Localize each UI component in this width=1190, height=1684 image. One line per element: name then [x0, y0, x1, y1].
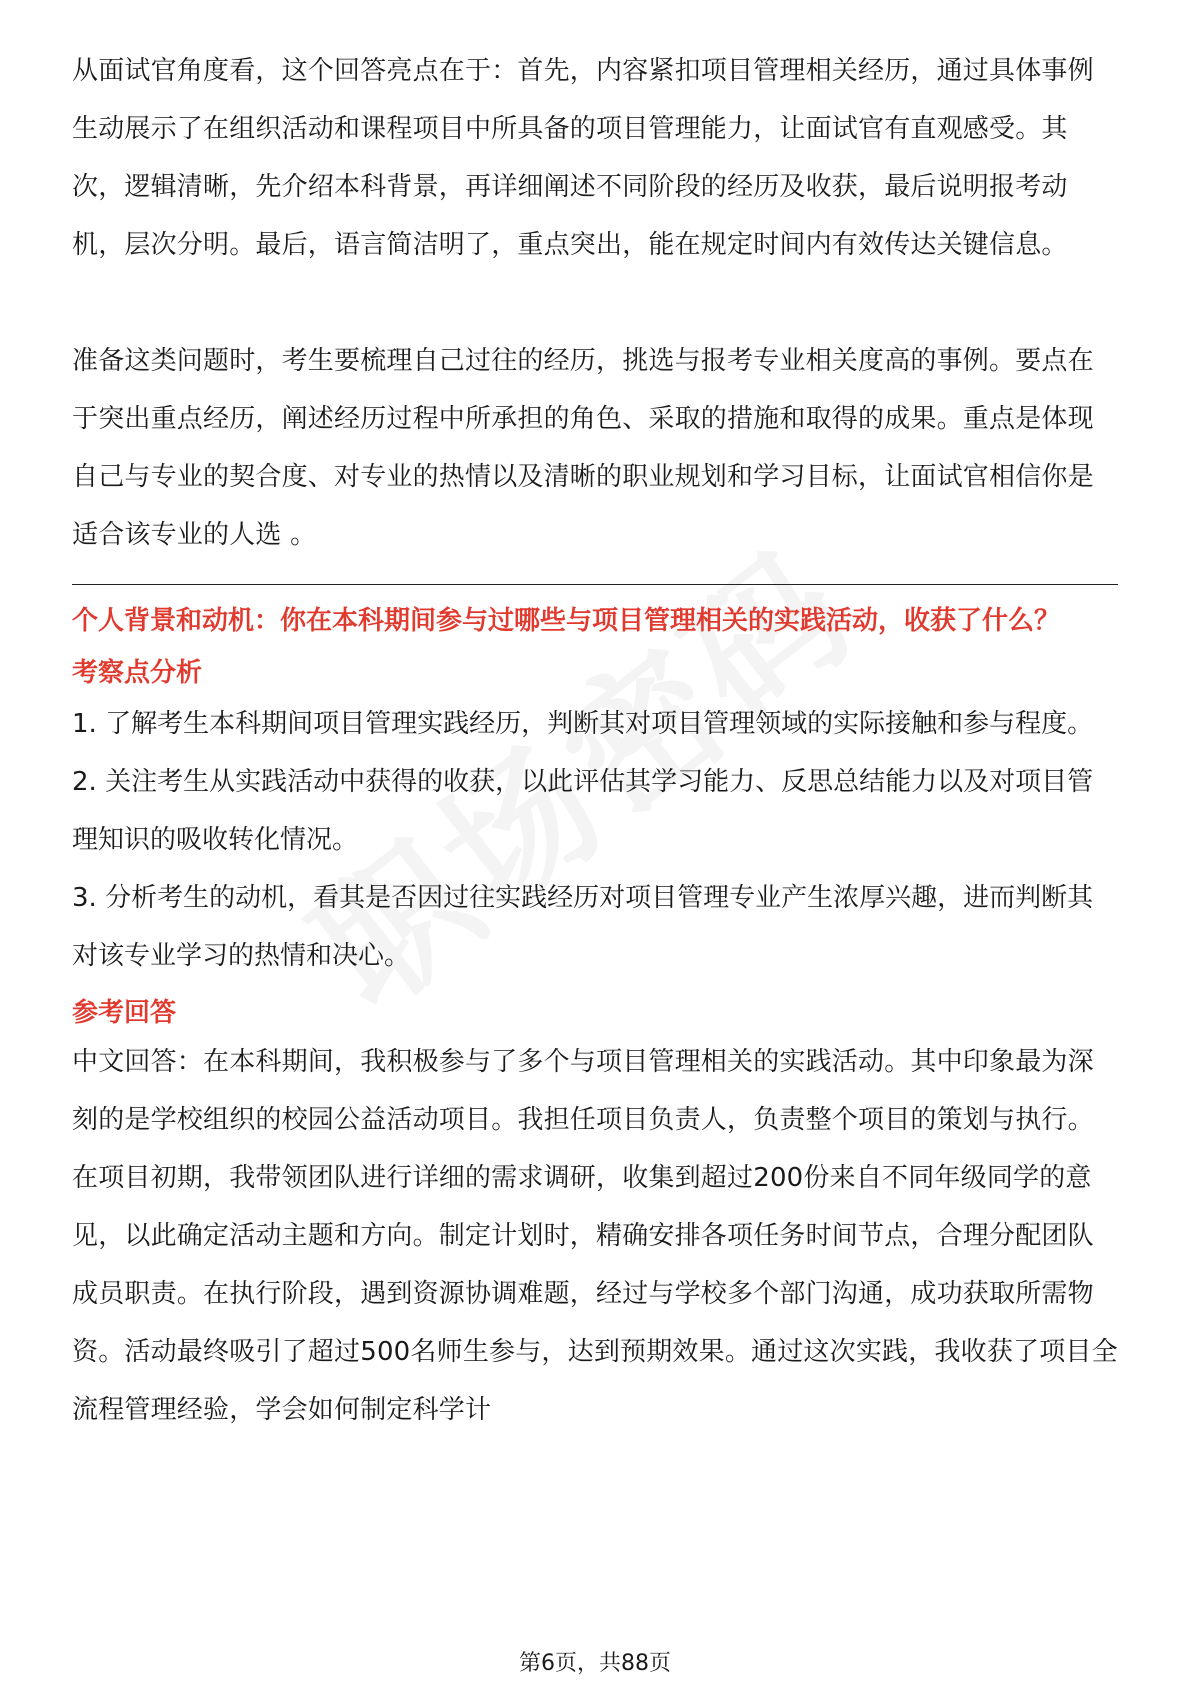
paragraph-preparation: 准备这类问题时，考生要梳理自己过往的经历，挑选与报考专业相关度高的事例。要点在于突出重点经历，阐述经历过程中所承担的角色、采取的措施和取得的成果。重点是体现自己与专业的契合度、对专业的热情以及清晰的职业规划和学习目标，让面试官相信你是适合该专业的人选 。	[72, 346, 1094, 550]
section-divider	[72, 584, 1118, 585]
answer-text: 中文回答：在本科期间，我积极参与了多个与项目管理相关的实践活动。其中印象最为深刻的是学校组织的校园公益活动项目。我担任项目负责人，负责整个项目的策划与执行。在项目初期，我带领团队进行详细的需求调研，收集到超过200份来自不同年级同学的意见，以此确定活动主题和方向。制定计划时，精确安排各项任务时间节点，合理分配团队成员职责。在执行阶段，遇到资源协调难题，经过与学校多个部门沟通，成功获取所需物资。活动最终吸引了超过500名师生参与，达到预期效果。通过这次实践，我收获了项目全流程管理经验，学会如何制定科学计	[72, 1047, 1118, 1425]
analysis-item: 3. 分析考生的动机，看其是否因过往实践经历对项目管理专业产生浓厚兴趣，进而判断其对该专业学习的热情和决心。	[72, 883, 1094, 971]
paragraph-evaluation: 从面试官角度看，这个回答亮点在于：首先，内容紧扣项目管理相关经历，通过具体事例生动展示了在组织活动和课程项目中所具备的项目管理能力，让面试官有直观感受。其次，逻辑清晰，先介绍本科背景，再详细阐述不同阶段的经历及收获，最后说明报考动机，层次分明。最后，语言简洁明了，重点突出，能在规定时间内有效传达关键信息。	[72, 56, 1094, 260]
document-page	[72, 42, 1118, 1439]
analysis-list	[72, 695, 1118, 985]
page-footer: 第6页，共88页	[519, 1651, 671, 1676]
analysis-heading: 考察点分析	[72, 658, 203, 688]
analysis-item: 1. 了解考生本科期间项目管理实践经历，判断其对项目管理领域的实际接触和参与程度。	[72, 709, 1094, 739]
question-title: 个人背景和动机：你在本科期间参与过哪些与项目管理相关的实践活动，收获了什么？	[72, 606, 1061, 636]
analysis-item: 2. 关注考生从实践活动中获得的收获，以此评估其学习能力、反思总结能力以及对项目管理知识的吸收转化情况。	[72, 767, 1094, 855]
answer-heading: 参考回答	[72, 998, 177, 1028]
